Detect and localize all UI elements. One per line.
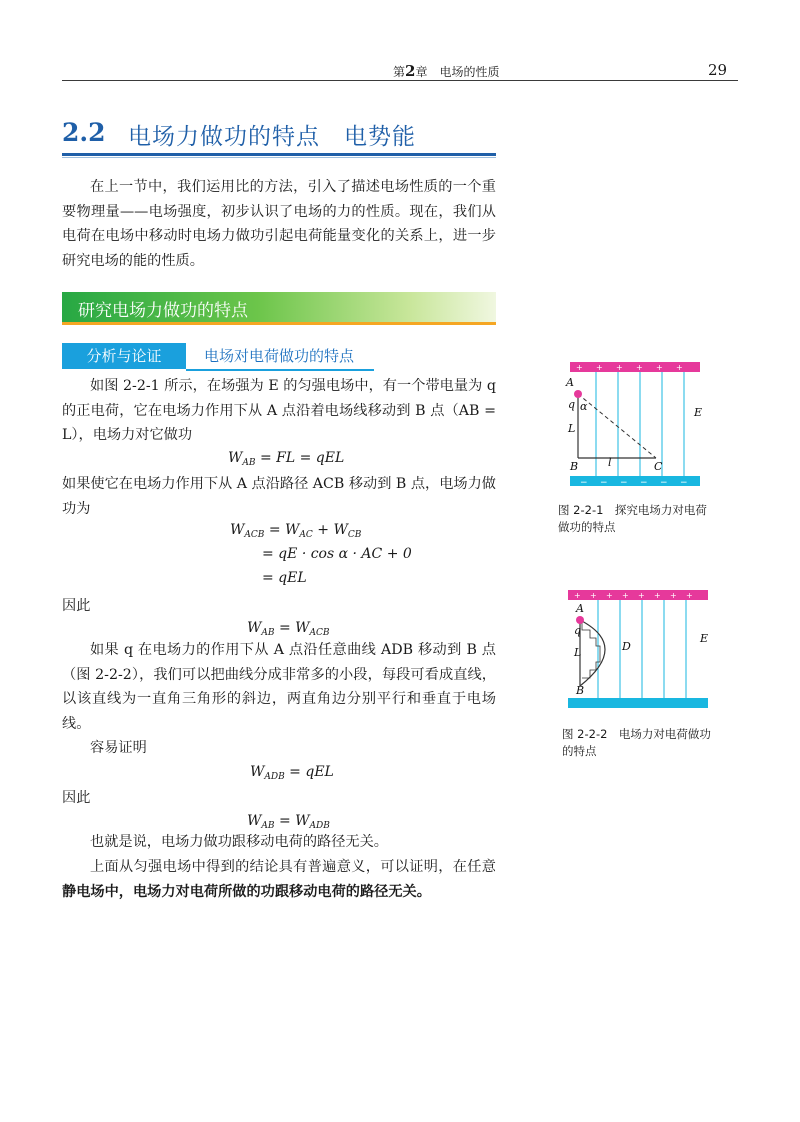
svg-text:+: + [654,591,661,600]
svg-text:−: − [660,478,668,488]
svg-text:+: + [638,591,645,600]
svg-text:+: + [670,591,677,600]
svg-text:A: A [566,376,574,389]
paragraph-2: 如果使它在电场力作用下从 A 点沿路径 ACB 移动到 B 点，电场力做功为 [62,476,496,517]
figure-2-2-1-caption: 图 2-2-1 探究电场力对电荷做功的特点 [558,503,707,534]
equation-wab-eq-wadb: $W_{AB} = W_{ADB}$ [247,813,330,831]
svg-text:E: E [700,632,709,645]
paragraph-3: 如果 q 在电场力的作用下从 A 点沿任意曲线 ADB 移动到 B 点（图 2-2-2），我们可以把曲线分成非常多的小段，每段可看成直线，以该直线为一直角三角形的斜边，两直角边分别平行和垂直于电场线。 [62,642,496,732]
svg-text:q: q [568,398,576,411]
subheading-title: 研究电场力做功的特点 [78,301,248,321]
section-rule [62,153,496,156]
svg-text:+: + [590,591,597,600]
svg-text:+: + [676,363,683,372]
svg-text:−: − [600,478,608,488]
figure-2-2-2-caption: 图 2-2-2 电场力对电荷做功的特点 [562,727,711,758]
svg-text:C: C [654,460,663,473]
svg-text:−: − [680,478,688,488]
svg-text:A: A [576,602,584,615]
section-number: 2.2 [62,118,106,147]
bottom-plate-negative [568,698,708,708]
badge-title: 电场对电荷做功的特点 [204,347,355,365]
equation-w-acb-line2: = qE · cos α · AC + 0 [262,546,412,562]
svg-text:B: B [576,684,585,697]
equation-w-acb-line1: $W_{ACB} = W_{AC} + W_{CB}$ [230,522,362,540]
page-number: 29 [708,61,728,79]
chapter-header: 第2章 电场的性质 [393,62,500,80]
svg-text:B: B [570,460,579,473]
svg-text:α: α [580,400,588,413]
svg-text:+: + [576,363,583,372]
equation-w-acb-line3: = qEL [262,570,307,586]
svg-text:+: + [686,591,693,600]
equation-w-ab: $W_{AB}$ = FL = qEL [228,450,345,468]
svg-text:+: + [596,363,603,372]
paragraph-5: 也就是说，电场力做功跟移动电荷的路径无关。 [90,834,388,850]
svg-text:q: q [574,624,582,637]
svg-text:−: − [620,478,628,488]
svg-text:−: − [580,478,588,488]
svg-text:+: + [656,363,663,372]
section-rule-thin [62,157,496,158]
intro-paragraph: 在上一节中，我们运用比的方法，引入了描述电场性质的一个重要物理量——电场强度，初步认识了电场的力的性质。现在，我们从电荷在电场中移动时电场力做功引起电荷能量变化的关系上，进一步研究电场的能的性质。 [62,179,496,269]
therefore-2: 因此 [62,790,91,806]
svg-text:L: L [568,422,576,435]
svg-text:D: D [622,640,631,653]
subheading-underline [62,322,496,325]
badge-underline [186,369,374,371]
figure-2-2-1 [558,358,718,494]
svg-text:+: + [622,591,629,600]
svg-text:+: + [636,363,643,372]
section-title: 电场力做功的特点 电势能 [128,124,416,150]
svg-text:+: + [606,591,613,600]
analysis-badge: 分析与论证 [62,343,186,369]
svg-text:+: + [574,591,581,600]
charge-q [574,390,582,398]
header-rule [62,80,738,81]
charge-q [576,616,584,624]
paragraph-1: 如图 2-2-1 所示，在场强为 E 的匀强电场中，有一个带电量为 q 的正电荷，它在电场力作用下从 A 点沿着电场线移动到 B 点（AB = L），电场力对它做功 [62,378,496,443]
equation-w-adb: $W_{ADB}$ = qEL [250,764,334,782]
svg-text:L: L [574,646,582,659]
svg-text:E: E [694,406,703,419]
equation-wab-eq-wacb: $W_{AB} = W_{ACB}$ [247,620,330,638]
paragraph-6: 上面从匀强电场中得到的结论具有普遍意义，可以证明，在任意静电场中，电场力对电荷所做的功跟移动电荷的路径无关。 [62,859,496,900]
paragraph-4: 容易证明 [90,740,147,756]
svg-text:l: l [608,456,612,469]
therefore-1: 因此 [62,598,91,614]
svg-text:+: + [616,363,623,372]
figure-2-2-2 [560,586,715,712]
svg-text:−: − [640,478,648,488]
